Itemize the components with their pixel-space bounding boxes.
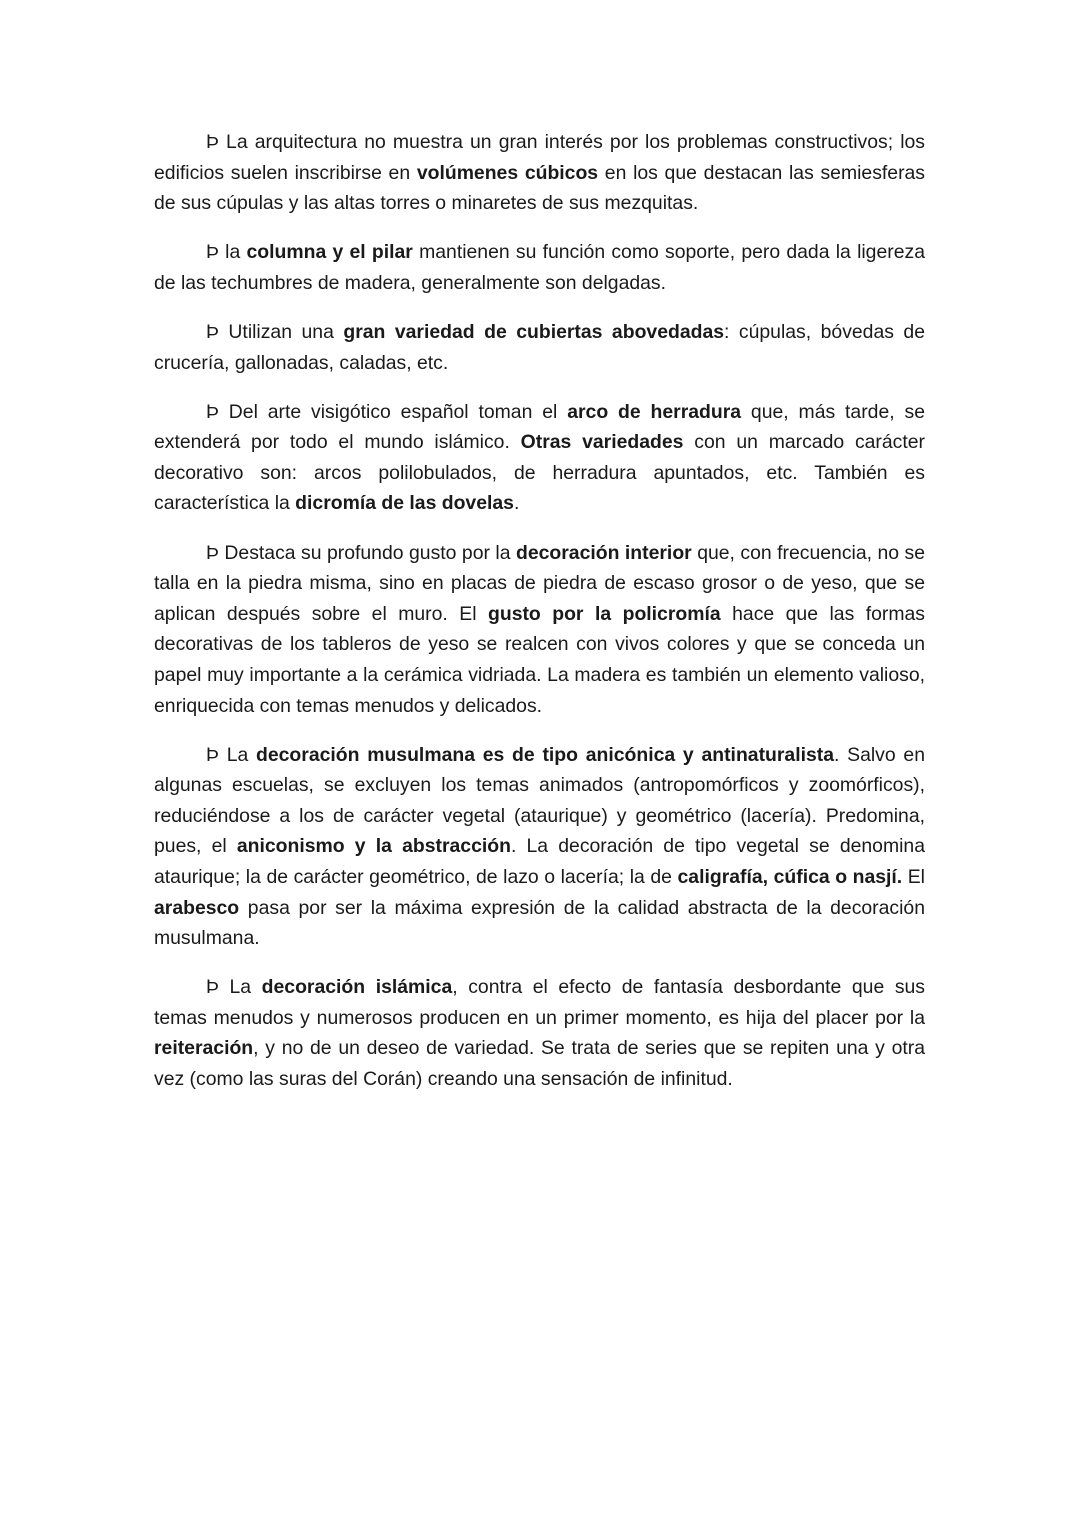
paragraph-arquitectura bbox=[154, 127, 925, 219]
text-segment: que, más tarde, se extenderá por todo el mundo islámico. bbox=[154, 400, 925, 454]
paragraph-decoracion-musulmana bbox=[154, 740, 925, 954]
bold-segment: Otras variedades bbox=[520, 431, 684, 454]
text-segment: . Salvo en algunas escuelas, se excluyen los temas animados (antropomórficos y zoomórficos), reduciéndose a los de carácter vegetal (ataurique) y geométrico (lacería). Predomina, pues, el bbox=[154, 743, 925, 858]
text-segment: Þ Destaca su profundo gusto por la bbox=[206, 541, 516, 564]
bold-segment: arco de herradura bbox=[567, 400, 742, 423]
text-segment: Þ Utilizan una bbox=[206, 320, 344, 343]
text-segment: con un marcado carácter decorativo son: arcos polilobulados, de herradura apuntados, etc. También es característica la bbox=[154, 431, 925, 515]
text-segment: Þ La bbox=[206, 743, 257, 766]
paragraph-cubiertas bbox=[154, 317, 925, 378]
text-segment: El bbox=[902, 865, 925, 888]
bold-segment: decoración musulmana es de tipo anicónica y antinaturalista bbox=[256, 743, 835, 766]
bold-segment: arabesco bbox=[154, 896, 240, 919]
text-segment: en los que destacan las semiesferas de sus cúpulas y las altas torres o minaretes de sus mezquitas. bbox=[154, 161, 926, 215]
paragraph-arco-herradura bbox=[154, 397, 925, 519]
bold-segment: dicromía de las dovelas bbox=[295, 492, 514, 515]
paragraph-decoracion-islamica bbox=[154, 972, 925, 1094]
text-segment: , y no de un deseo de variedad. Se trata de series que se repiten una y otra vez (como las suras del Corán) creando una sensación de infinitud. bbox=[154, 1037, 925, 1091]
bold-segment: caligrafía, cúfica o nasjí. bbox=[677, 865, 903, 888]
bold-segment: aniconismo y la abstracción bbox=[236, 835, 511, 858]
text-segment: pasa por ser la máxima expresión de la calidad abstracta de la decoración musulmana. bbox=[154, 896, 925, 950]
text-segment: Þ La arquitectura no muestra un gran interés por los problemas constructivos; los edificios suelen inscribirse en bbox=[154, 131, 925, 184]
text-segment: Þ la bbox=[206, 241, 247, 264]
text-segment: Þ Del arte visigótico español toman el bbox=[206, 400, 568, 423]
bold-segment: columna y el pilar bbox=[246, 241, 413, 264]
bold-segment: gusto por la policromía bbox=[488, 602, 721, 625]
text-segment: , contra el efecto de fantasía desbordante que sus temas menudos y numerosos producen en un primer momento, es hija del placer por la bbox=[154, 976, 925, 1029]
bold-segment: decoración islámica bbox=[261, 976, 453, 999]
text-segment: . La decoración de tipo vegetal se denomina ataurique; la de carácter geométrico, de lazo o lacería; la de bbox=[154, 835, 925, 888]
text-segment: hace que las formas decorativas de los tableros de yeso se realcen con vivos colores y que se conceda un papel muy importante a la cerámica vidriada. La madera es también un elemento valioso, enriquecida con temas menudos y delicados. bbox=[154, 602, 925, 717]
document-body bbox=[154, 127, 925, 1113]
paragraph-decoracion-interior bbox=[154, 538, 925, 722]
bold-segment: decoración interior bbox=[515, 541, 692, 564]
paragraph-columna-pilar bbox=[154, 237, 925, 298]
text-segment: Þ La bbox=[206, 976, 262, 999]
text-segment: que, con frecuencia, no se talla en la piedra misma, sino en placas de piedra de escaso grosor o de yeso, que se aplican después sobre el muro. El bbox=[154, 541, 925, 625]
text-segment: mantienen su función como soporte, pero dada la ligereza de las techumbres de madera, generalmente son delgadas. bbox=[154, 241, 925, 294]
bold-segment: gran variedad de cubiertas abovedadas bbox=[343, 320, 725, 343]
text-segment: : cúpulas, bóvedas de crucería, gallonadas, caladas, etc. bbox=[154, 320, 925, 374]
bold-segment: volúmenes cúbicos bbox=[416, 161, 599, 184]
bold-segment: reiteración bbox=[154, 1037, 254, 1060]
text-segment: . bbox=[513, 492, 520, 515]
